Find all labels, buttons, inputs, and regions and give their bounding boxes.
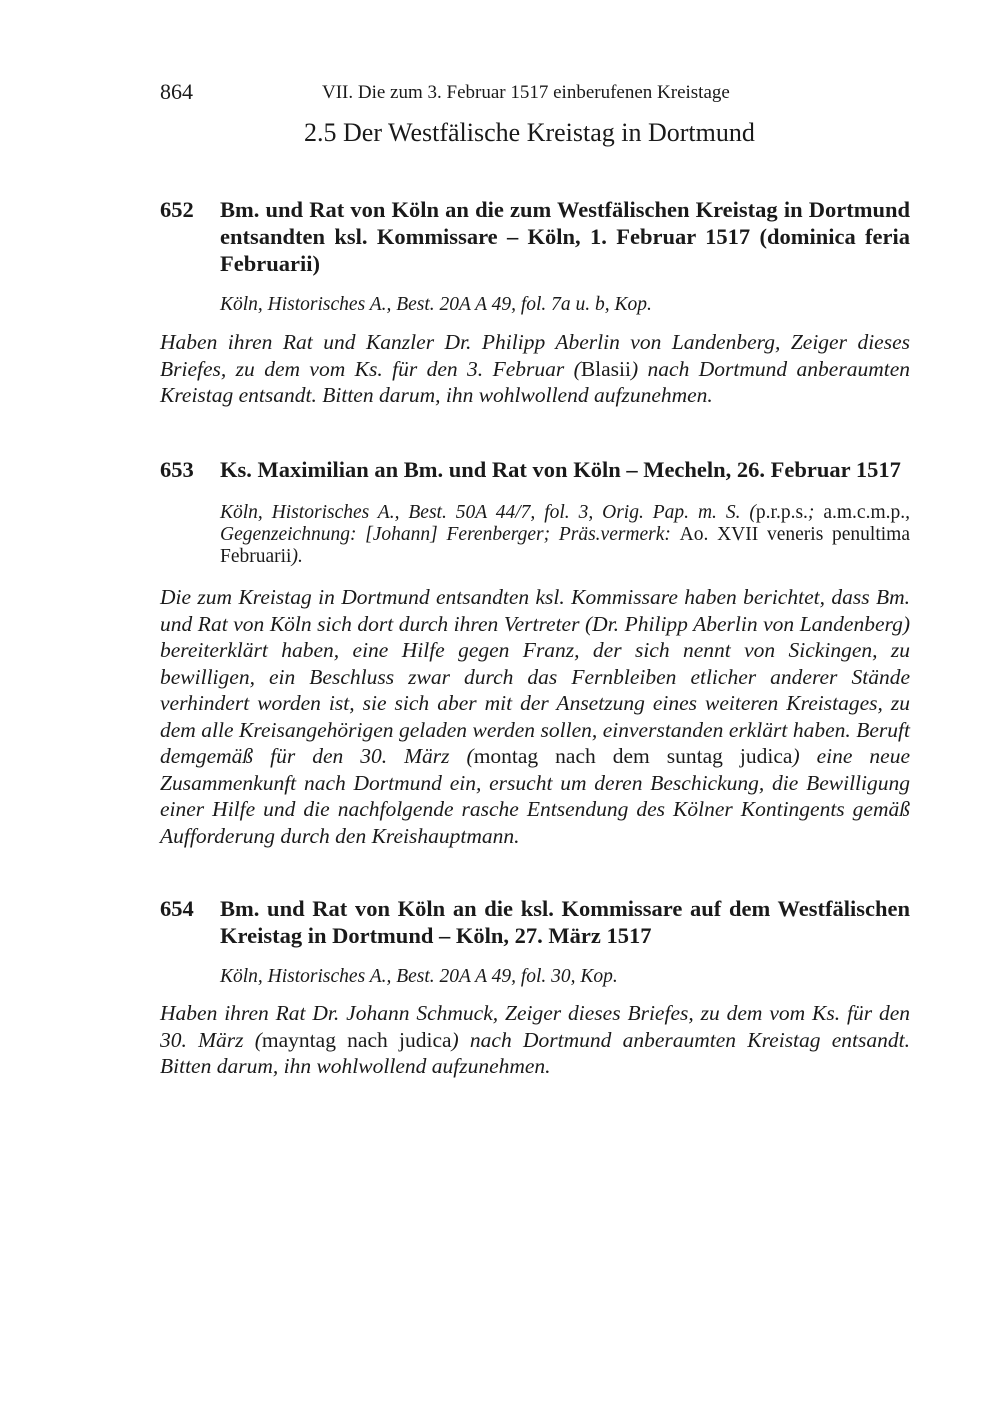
source-text: ; <box>807 502 824 523</box>
entry-title: Bm. und Rat von Köln an die zum Westfälischen Kreistag in Dortmund entsandten ksl. Kommissare – Köln, 1. Februar 1517 (dominica feria Februarii) <box>220 197 910 276</box>
source-quote: mayntag nach judica <box>261 1027 452 1052</box>
source-quote: p.r.p.s. <box>755 502 808 523</box>
summary-text: Haben ihren Rat Dr. Johann Schmuck, Zeiger dieses Briefes, zu dem vom Ks. für den 30. März ( <box>160 1001 910 1052</box>
entry-title: Ks. Maximilian an Bm. und Rat von Köln – Mecheln, 26. Februar 1517 <box>220 457 901 482</box>
running-head: VII. Die zum 3. Februar 1517 einberufenen Kreistage <box>322 82 730 103</box>
entry-heading-652 <box>160 196 910 277</box>
source-quote: montag nach dem suntag judica <box>473 744 793 768</box>
summary-654 <box>160 1000 910 1080</box>
summary-text: ) eine neue Zusammenkunft nach Dortmund ein, ersucht um deren Beschickung, die Bewilligung einer Hilfe und die nachfolgende rasche Entsendung des Kölner Kontingents gemäß Aufforderung durch den Kreishauptmann. <box>160 744 910 848</box>
source-text: ). <box>291 546 303 567</box>
entry-title: Bm. und Rat von Köln an die ksl. Kommissare auf dem Westfälischen Kreistag in Dortmund – Köln, 27. März 1517 <box>220 896 910 948</box>
summary-652 <box>160 329 910 409</box>
entry-number: 653 <box>160 457 194 482</box>
source-text: Köln, Historisches A., Best. 50A 44/7, fol. 3, Orig. Pap. m. S. ( <box>220 502 756 523</box>
section-title: 2.5 Der Westfälische Kreistag in Dortmund <box>304 118 755 147</box>
entry-heading-654 <box>160 895 910 949</box>
entry-number: 654 <box>160 896 194 921</box>
entry-number: 652 <box>160 197 194 222</box>
source-quote: a.m.c.m.p. <box>823 502 906 523</box>
summary-text: ) nach Dortmund anberaumten Kreistag entsandt. Bitten darum, ihn wohlwollend aufzunehmen. <box>160 1027 910 1078</box>
source-quote: Blasii <box>580 356 631 381</box>
summary-text: Haben ihren Rat und Kanzler Dr. Philipp Aberlin von Landenberg, Zeiger dieses Briefes, zu dem vom Ks. für den 3. Februar ( <box>160 330 910 381</box>
source-quote: Ao. XVII veneris penultima Februarii <box>220 524 911 567</box>
page-number: 864 <box>160 79 193 104</box>
source-citation-653 <box>220 502 910 568</box>
source-text: , Gegenzeichnung: [Johann] Ferenberger; Präs.vermerk: <box>220 502 910 545</box>
summary-653 <box>160 584 910 849</box>
source-citation-654: Köln, Historisches A., Best. 20A A 49, fol. 30, Kop. <box>220 966 618 987</box>
entry-heading-653 <box>160 456 910 483</box>
summary-text: ) nach Dortmund anberaumten Kreistag entsandt. Bitten darum, ihn wohlwollend aufzunehmen. <box>160 356 910 407</box>
source-citation-652: Köln, Historisches A., Best. 20A A 49, fol. 7a u. b, Kop. <box>220 294 652 315</box>
summary-text: Die zum Kreistag in Dortmund entsandten ksl. Kommissare haben berichtet, dass Bm. und Rat von Köln sich dort durch ihren Vertreter (Dr. Philipp Aberlin von Landenberg) bereiterklärt haben, eine Hilfe gegen Franz, der sich nennt von Sickingen, zu bewilligen, ein Beschluss zwar durch das Fernbleiben etlicher anderer Stände verhindert worden ist, sie sich aber mit der Ansetzung eines weiteren Kreistages, zu dem alle Kreisangehörigen geladen werden sollen, einverstanden erklärt haben. Beruft demgemäß für den 30. März ( <box>160 585 910 768</box>
